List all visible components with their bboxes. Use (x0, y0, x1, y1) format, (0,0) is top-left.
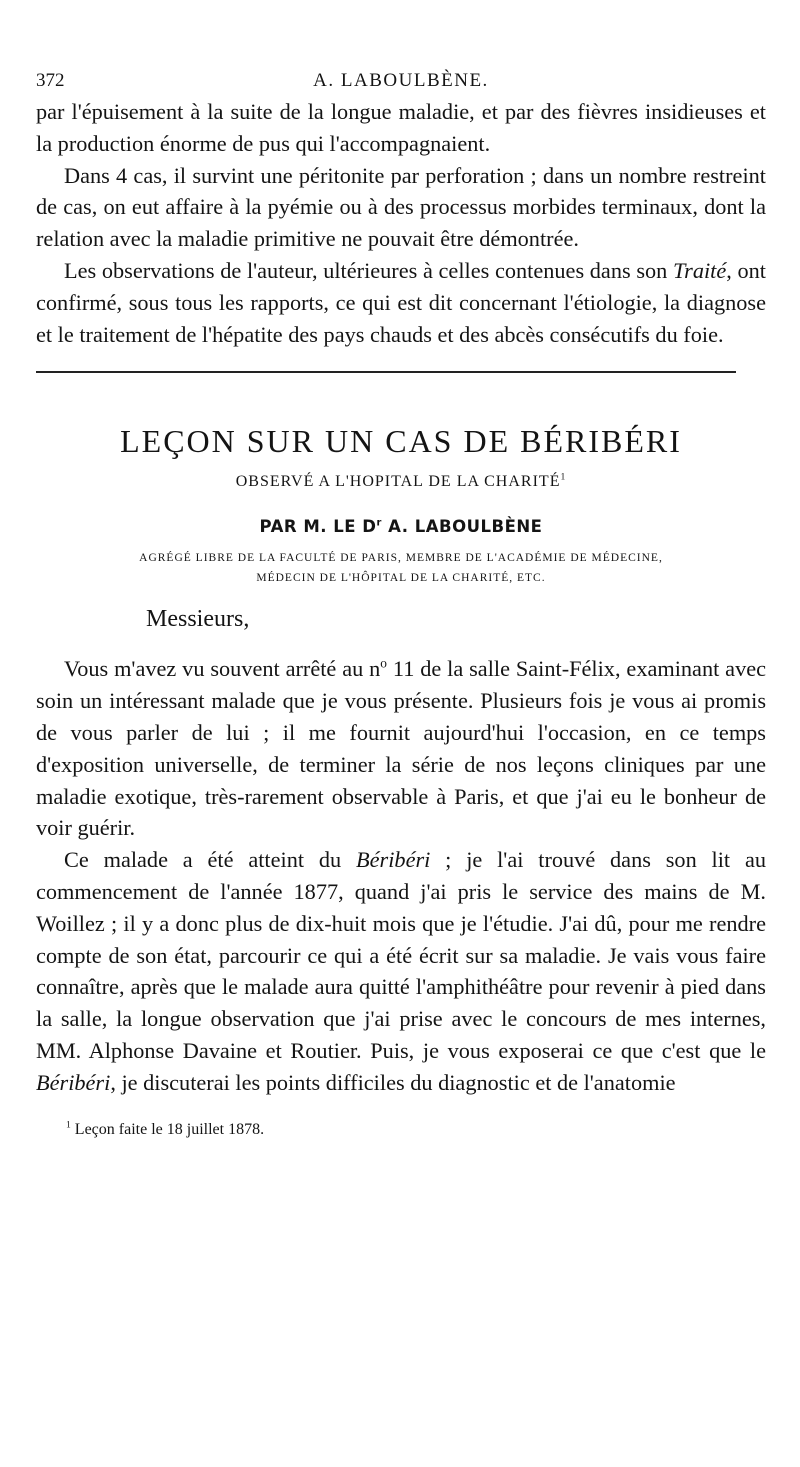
lecture-paragraph-intro (36, 653, 766, 844)
italic-disease-name: Béribéri (36, 1069, 111, 1095)
book-page (36, 70, 766, 1139)
lecture-author (36, 517, 766, 536)
salutation: Messieurs, (146, 606, 250, 633)
paragraph-text: , ont confirmé, sous tous les rapports, ce qui est dit concernant l'étiologie, la diagnose et le traitement de l'hépatite des pays chauds et des abcès consécutifs du foie. (36, 257, 766, 347)
paragraph-text: Les observations de l'auteur, ultérieures à celles contenues dans son (64, 257, 673, 283)
section-divider (36, 371, 736, 373)
numero-superscript: o (380, 655, 387, 671)
italic-work-title: Traité (672, 257, 727, 283)
author-affiliation (36, 548, 766, 588)
affiliation-line-2: MÉDECIN DE L'HÔPITAL DE LA CHARITÉ, ETC. (256, 572, 546, 585)
affiliation-line-1: AGRÉGÉ LIBRE DE LA FACULTÉ DE PARIS, MEMBRE DE L'ACADÉMIE DE MÉDECINE, (139, 552, 663, 565)
paragraph-text: 11 de la salle Saint-Félix, examinant avec soin un intéressant malade que je vous présente. Plusieurs fois je vous ai promis de vous parler de lui ; il me fournit aujourd'hui l'occasion, en ce temps d'exposition universelle, de terminer la série de nos leçons cliniques par une maladie exotique, très-rarement observable à Paris, et que j'ai eu le bonheur de voir guérir. (36, 656, 767, 841)
running-title: A. LABOULBÈNE. (313, 70, 489, 91)
paragraph-peritonitis: Dans 4 cas, il survint une péritonite par perforation ; dans un nombre restreint de cas, on eut affaire à la pyémie ou à des processus morbides terminaux, dont la relation avec la maladie primitive ne pouvait être démontrée. (36, 162, 766, 252)
lecture-subtitle (36, 473, 766, 491)
footnote-reference: 1 (560, 472, 567, 484)
lecture-paragraph-case (36, 844, 766, 1098)
paragraph-continued: par l'épuisement à la suite de la longue maladie, et par des fièvres insidieuses et la production énorme de pus qui l'accompagnaient. (36, 99, 766, 156)
running-head (36, 70, 766, 96)
paragraph-text: ; je l'ai trouvé dans son lit au commencement de l'année 1877, quand j'ai pris le service des mains de M. Woillez ; il y a donc plus de dix-huit mois que je l'étudie. J'ai dû, pour me rendre compte de son état, parcourir ce qui a été écrit sur sa maladie. Je vais vous faire connaître, après que le malade aura quitté l'amphithéâtre pour revenir à pied dans la salle, la longue observation que j'ai prise avec le concours de mes internes, MM. Alphonse Davaine et Routier. Puis, je vous exposerai ce que c'est que le (36, 847, 766, 1063)
author-title-superscript: r (376, 517, 382, 529)
footnote-text: Leçon faite le 18 juillet 1878. (70, 1120, 265, 1138)
page-number: 372 (36, 70, 65, 91)
subtitle-text: OBSERVÉ A L'HOPITAL DE LA CHARITÉ (235, 473, 561, 491)
author-name: A. LABOULBÈNE (381, 517, 543, 537)
italic-disease-name: Béribéri (356, 847, 431, 873)
paragraph-observations (36, 255, 766, 350)
paragraph-text: Ce malade a été atteint du (64, 847, 357, 873)
footnote (66, 1121, 766, 1139)
paragraph-text: , je discuterai les points difficiles du diagnostic et de l'anatomie (110, 1069, 676, 1095)
paragraph-text: Vous m'avez vu souvent arrêté au n (64, 656, 381, 682)
author-prefix: PAR M. LE D (259, 517, 377, 537)
footnote-mark: 1 (66, 1119, 71, 1131)
lecture-title: LEÇON SUR UN CAS DE BÉRIBÉRI (120, 423, 682, 460)
